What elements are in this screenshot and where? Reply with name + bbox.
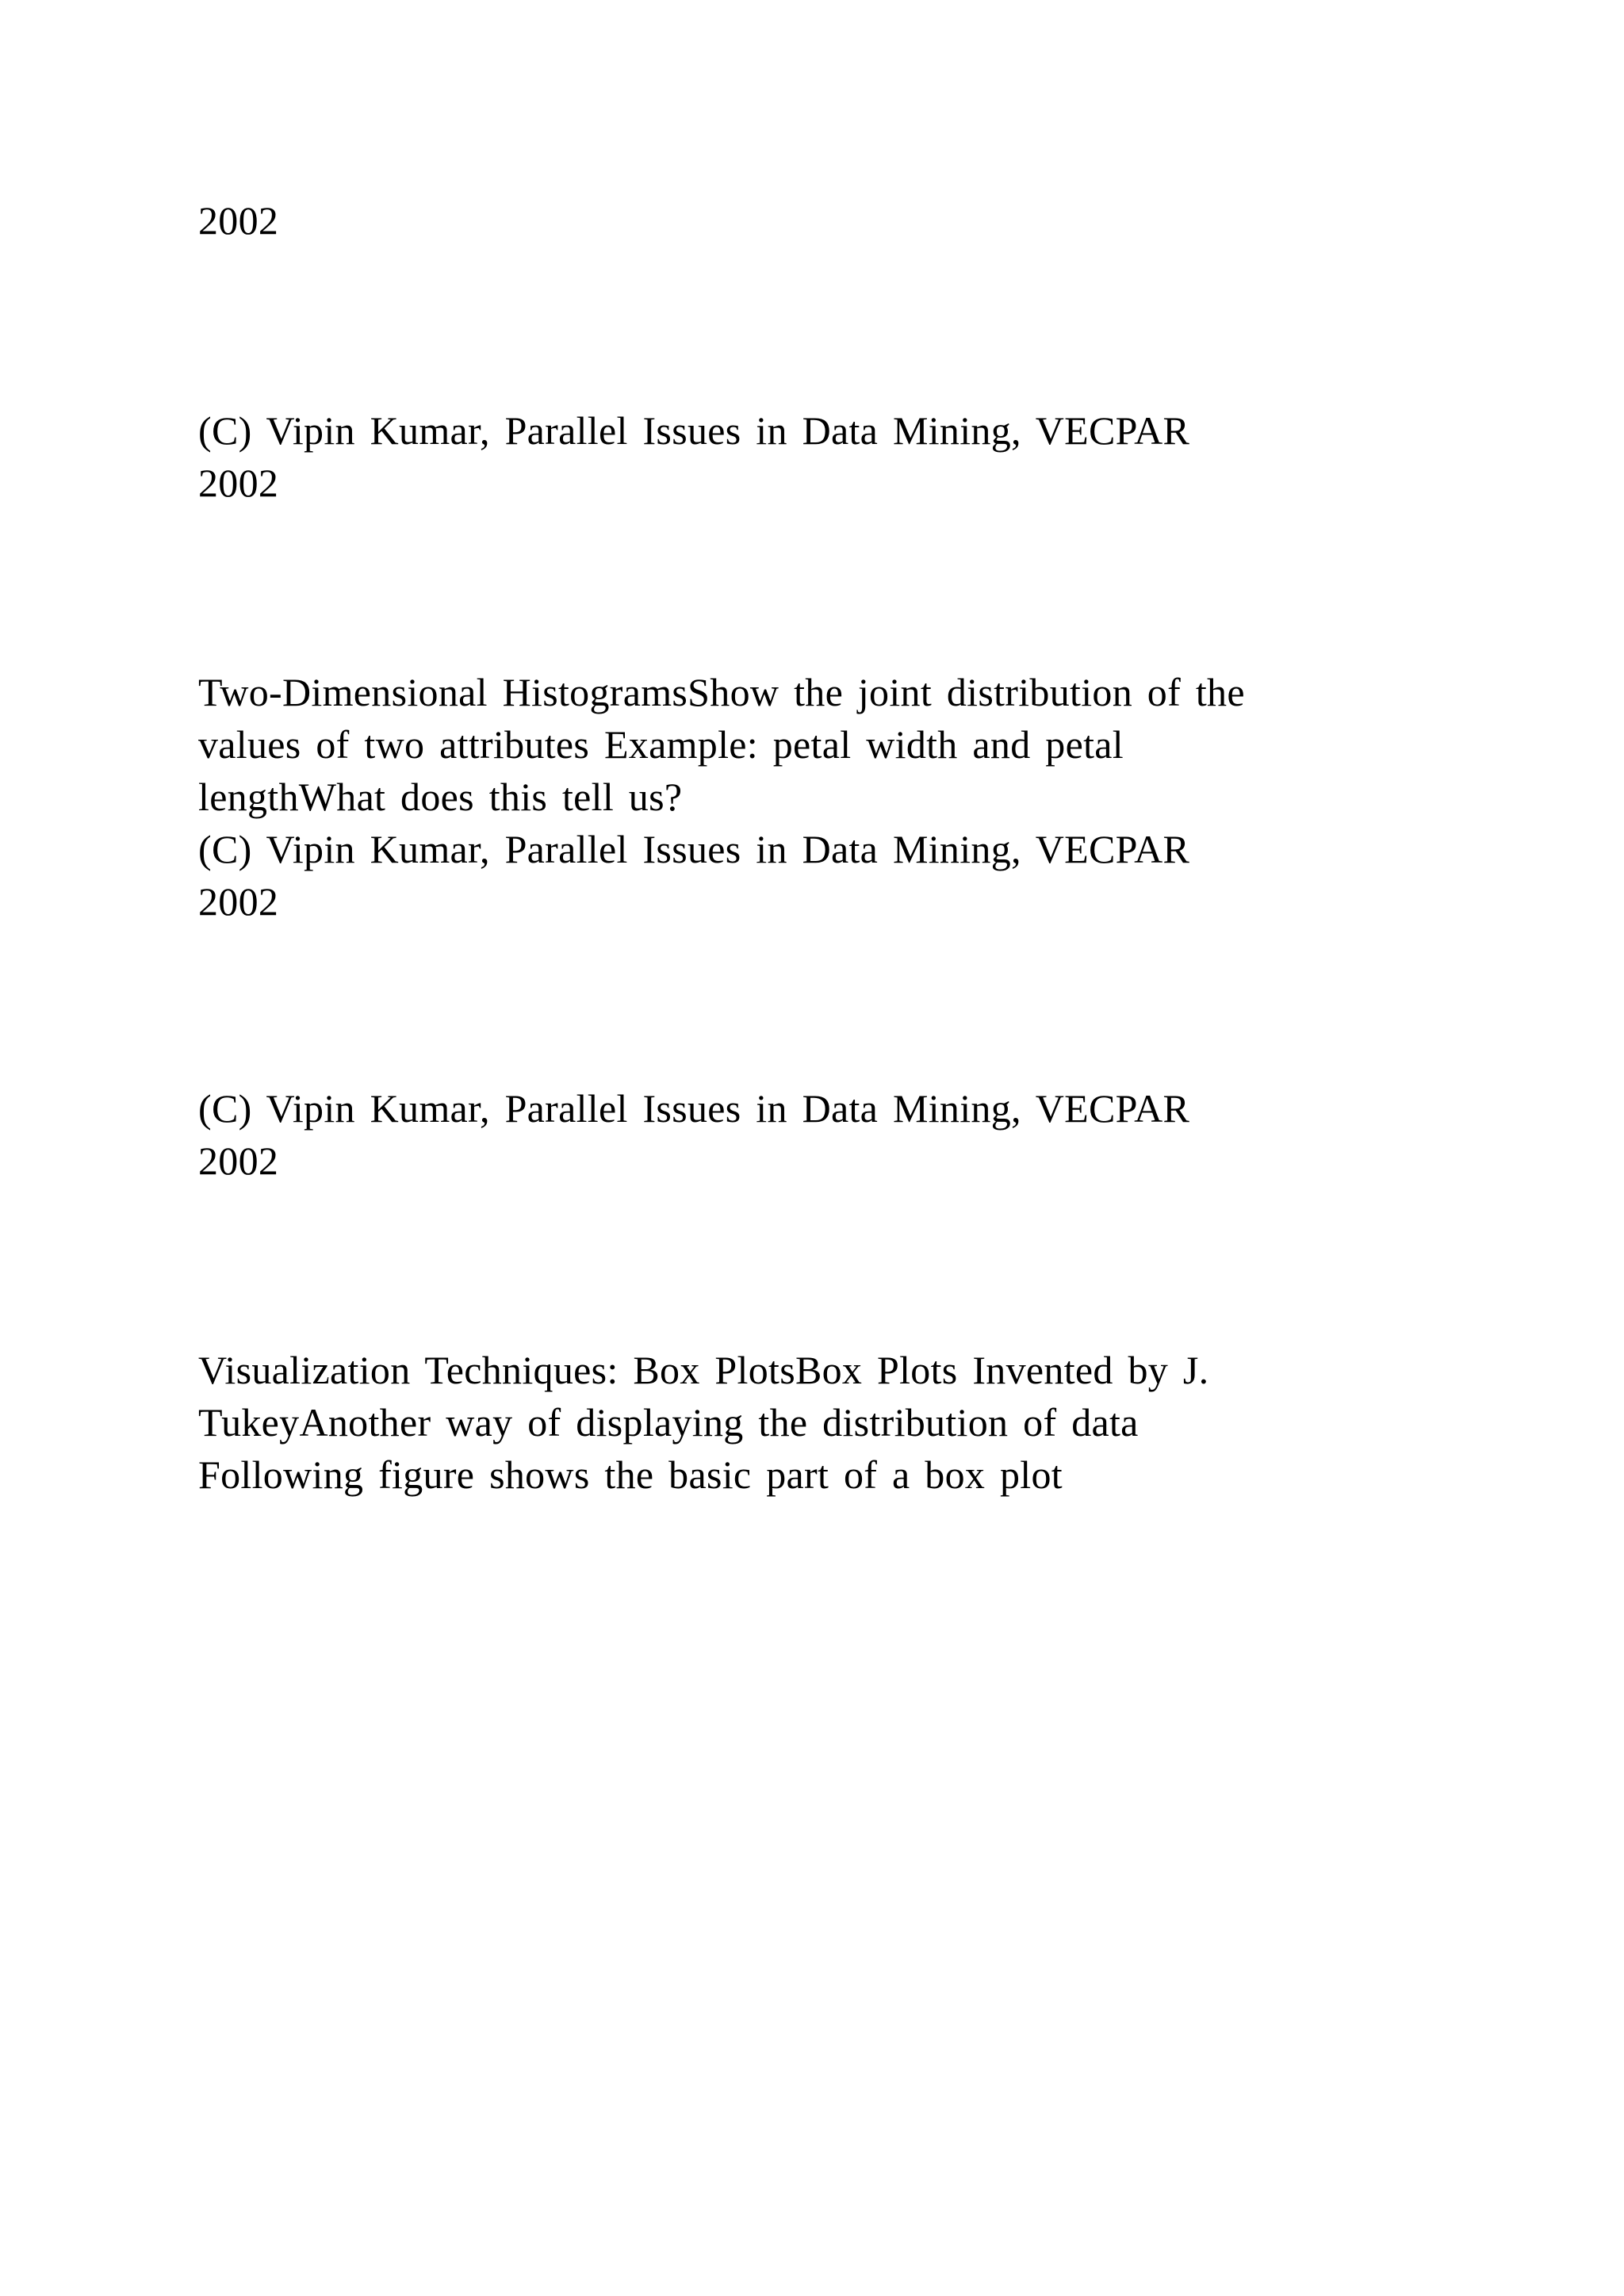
text-line: TukeyAnother way of displaying the distribution of data [198, 1400, 1139, 1445]
text-line: (C) Vipin Kumar, Parallel Issues in Data Mining, VECPAR [198, 408, 1190, 453]
text-line: (C) Vipin Kumar, Parallel Issues in Data Mining, VECPAR [198, 827, 1190, 871]
text-line: 2002 [198, 198, 279, 243]
text-line: Visualization Techniques: Box PlotsBox Plots Invented by J. [198, 1348, 1209, 1392]
text-block-citation [198, 1082, 1467, 1187]
text-block-year [198, 194, 1467, 247]
text-block-citation [198, 404, 1467, 509]
text-block-box-plots [198, 1344, 1467, 1501]
text-line: (C) Vipin Kumar, Parallel Issues in Data Mining, VECPAR [198, 1086, 1190, 1131]
text-line: 2002 [198, 879, 279, 924]
text-line: values of two attributes Example: petal width and petal [198, 722, 1124, 767]
text-line: 2002 [198, 1138, 279, 1183]
text-line: Two-Dimensional HistogramsShow the joint distribution of the [198, 670, 1245, 714]
text-line: Following figure shows the basic part of a box plot [198, 1452, 1063, 1497]
text-line: 2002 [198, 461, 279, 505]
text-line: lengthWhat does this tell us? [198, 775, 683, 819]
text-block-two-dimensional-histograms [198, 666, 1467, 928]
